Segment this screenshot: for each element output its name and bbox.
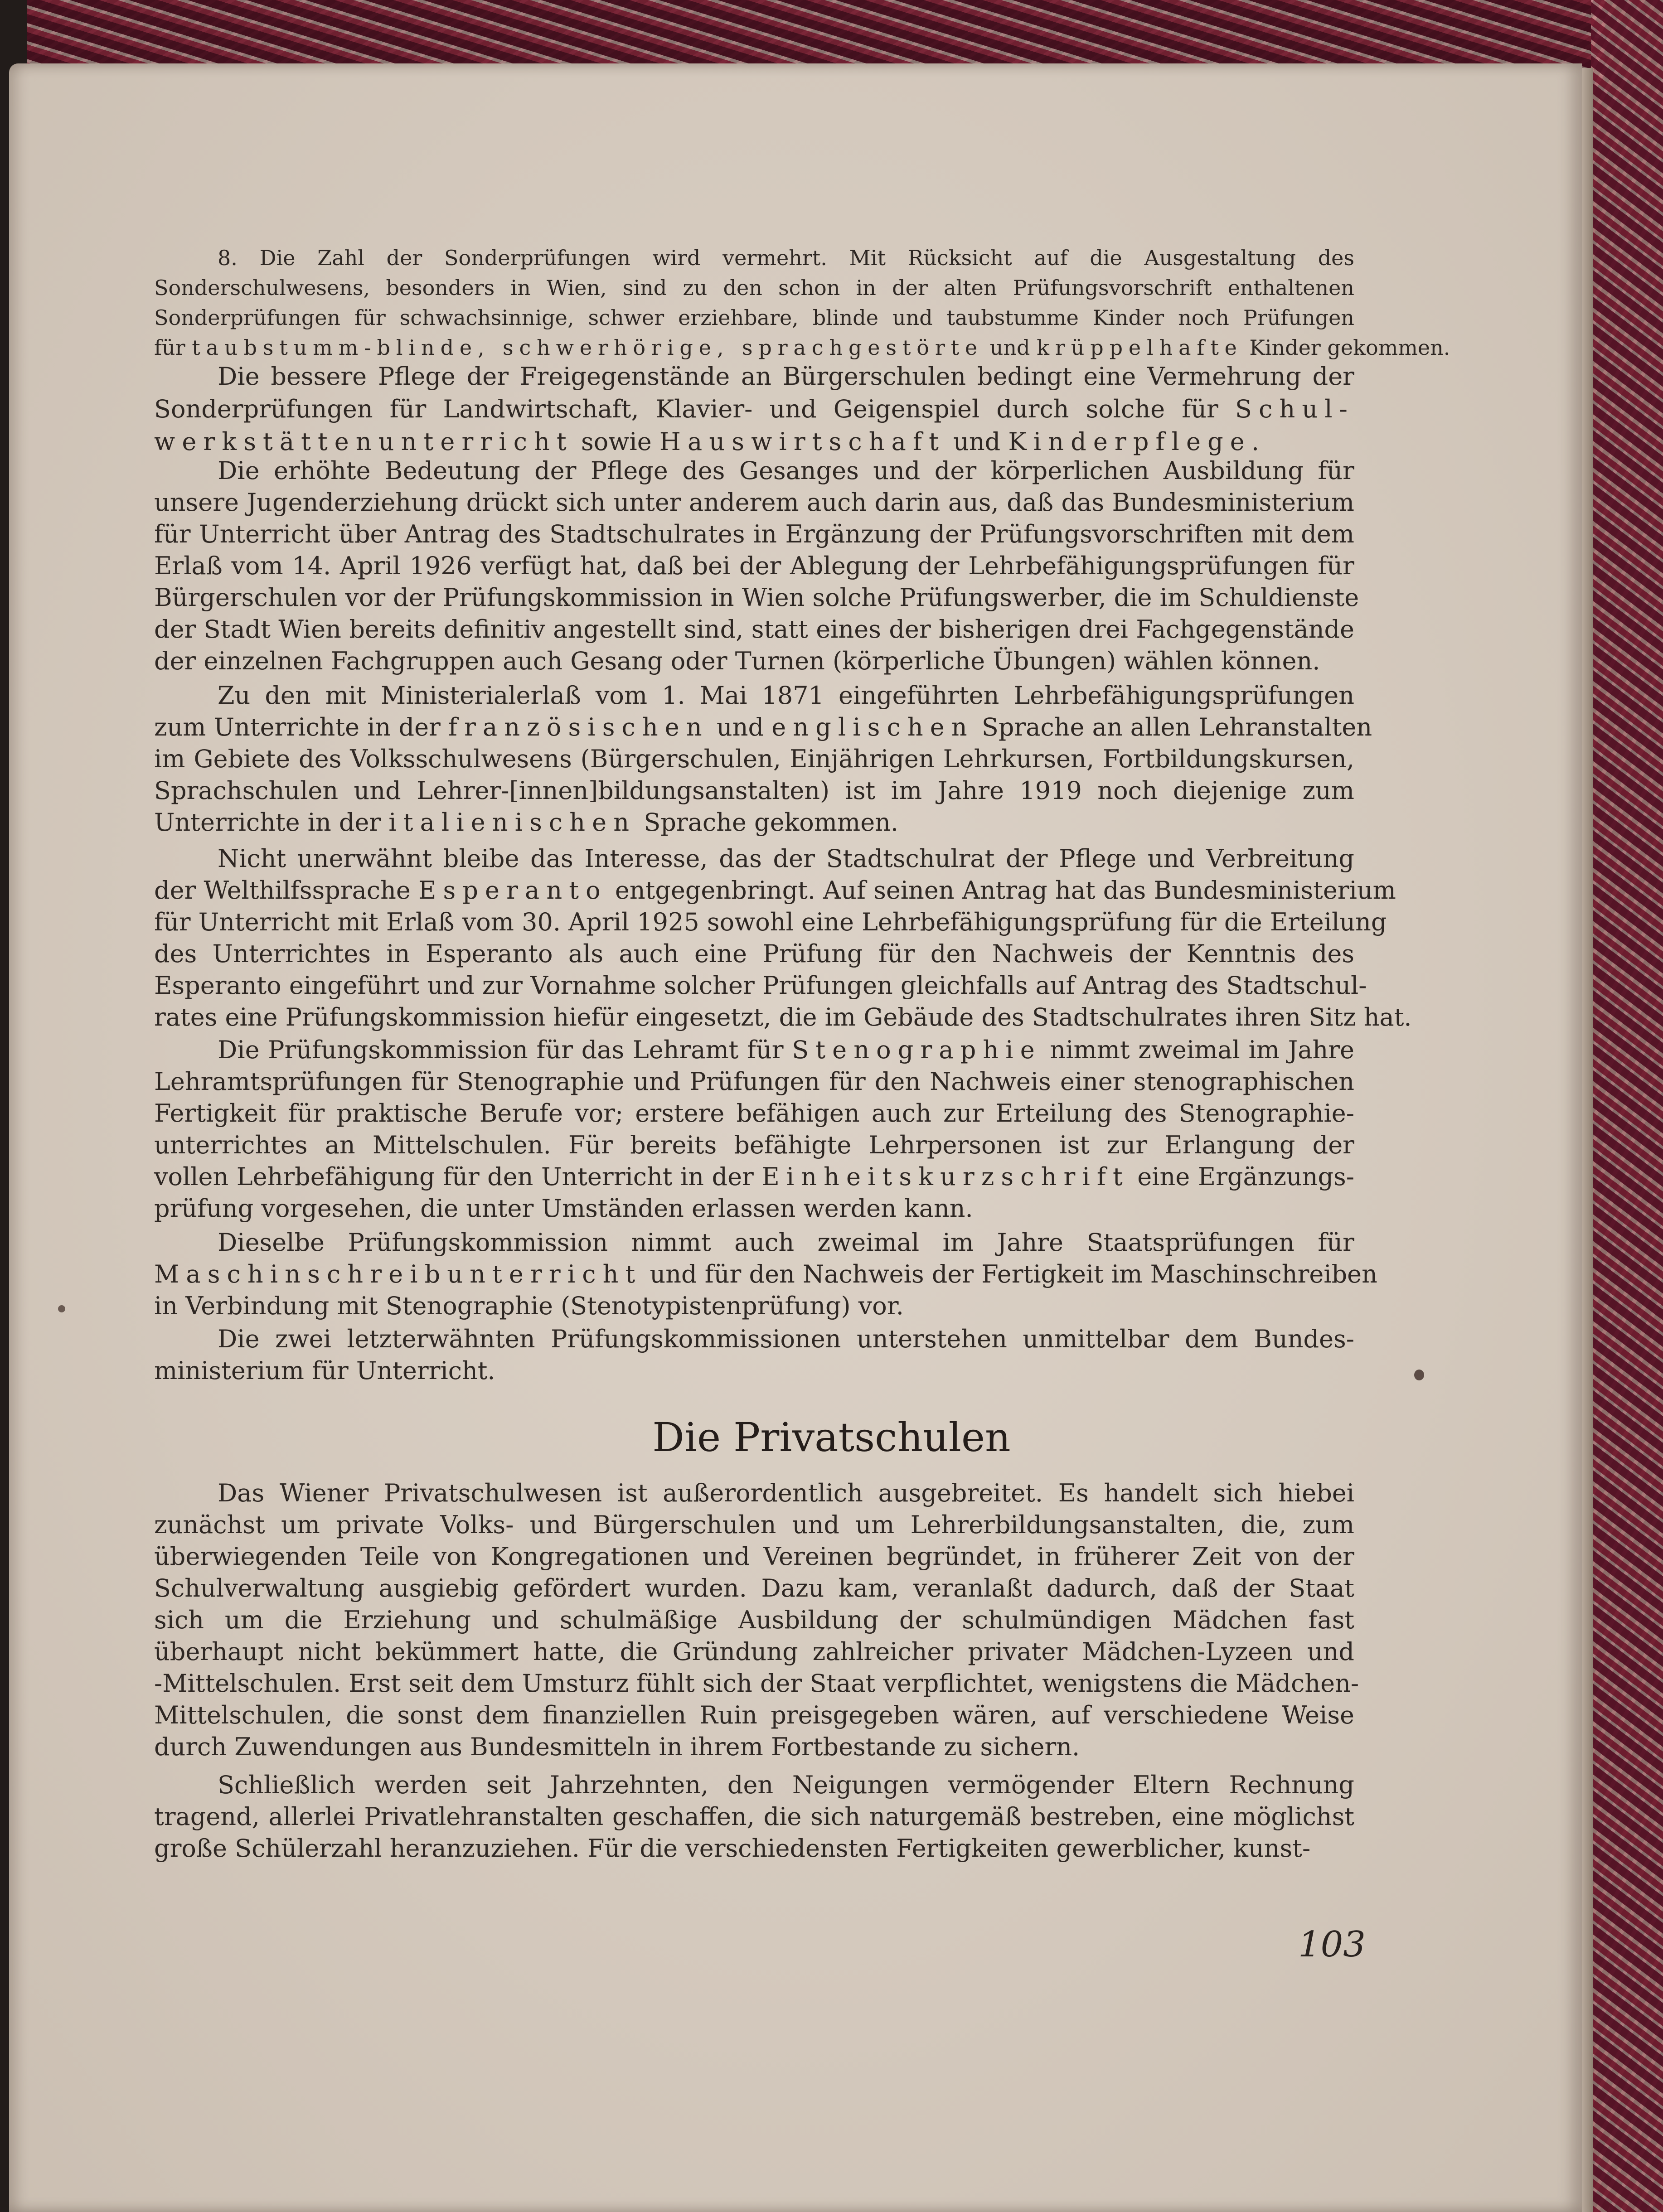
text-line xyxy=(154,1637,1354,1666)
text-run: prüfung vorgesehen, die unter Umständen erlassen werden kann. xyxy=(154,1194,973,1223)
text-line xyxy=(218,683,1354,708)
text-run: Die erhöhte Bedeutung der Pflege des Gesanges und der körperlichen Ausbildung für xyxy=(218,456,1354,485)
text-line xyxy=(218,844,1354,873)
text-run: Schließlich werden seit Jahrzehnten, den Neigungen vermögender Eltern Rechnung xyxy=(218,1771,1354,1799)
text-run: des Unterrichtes in Esperanto als auch eine Prüfung für den Nachweis der Kenntnis des xyxy=(154,939,1354,968)
text-run: große Schülerzahl heranzuziehen. Für die verschiedensten Fertigkeiten gewerblicher, kunst- xyxy=(154,1834,1311,1863)
text-line xyxy=(154,649,1354,673)
text-line xyxy=(154,277,1354,298)
text-run: Fertigkeit für praktische Berufe vor; erstere befähigen auch zur Erteilung des Stenographie- xyxy=(154,1099,1354,1128)
text-line xyxy=(154,810,1354,835)
text-run: Sonderprüfungen für Landwirtschaft, Klavier- und Geigenspiel durch solche für xyxy=(154,395,1235,423)
text-run: Die Prüfungskommission für das Lehramt für xyxy=(218,1036,792,1064)
text-run: zum Unterrichte in der xyxy=(154,713,449,741)
text-run: rates eine Prüfungskommission hiefür eingesetzt, die im Gebäude des Stadtschulrates ihren Sitz hat. xyxy=(154,1003,1412,1031)
text-line xyxy=(154,1162,1354,1191)
text-run: durch Zuwendungen aus Bundesmitteln in ihrem Fortbestande zu sichern. xyxy=(154,1733,1080,1761)
text-run: vollen Lehrbefähigung für den Unterricht in der xyxy=(154,1162,762,1191)
text-line xyxy=(218,1773,1354,1797)
text-run: ministerium für Unterricht. xyxy=(154,1356,495,1385)
text-run: zunächst um private Volks- und Bürgerschulen und um Lehrerbildungsanstalten, die, zum xyxy=(154,1510,1354,1539)
text-line xyxy=(154,1608,1354,1632)
text-run: im Gebiete des Volksschulwesens (Bürgerschulen, Einjährigen Lehrkursen, Fortbildungskursen, xyxy=(154,745,1354,773)
text-line xyxy=(218,1327,1354,1351)
text-run: Unterrichte in der xyxy=(154,808,389,837)
text-line xyxy=(154,1356,1354,1385)
text-line xyxy=(154,1067,1354,1096)
spaced-emphasis: Stenographie xyxy=(792,1036,1042,1064)
text-run: tragend, allerlei Privatlehranstalten geschaffen, die sich naturgemäß bestreben, eine möglichst xyxy=(154,1802,1354,1831)
text-line xyxy=(154,939,1354,968)
text-run: unsere Jugenderziehung drückt sich unter anderem auch darin aus, daß das Bundesministerium xyxy=(154,488,1354,517)
text-run: Sonderprüfungen für schwachsinnige, schwer erziehbare, blinde und taubstumme Kinder noch Prüfungen xyxy=(154,305,1354,330)
text-run: Das Wiener Privatschulwesen ist außerordentlich ausgebreitet. Es handelt sich hiebei xyxy=(218,1479,1354,1507)
text-line xyxy=(154,1133,1354,1157)
text-line xyxy=(154,617,1354,642)
spaced-emphasis: taubstumm-blinde, schwerhörige, sprachgestörte xyxy=(192,335,984,360)
text-run: für Unterricht mit Erlaß vom 30. April 1925 sowohl eine Lehrbefähigungsprüfung für die Erteilung xyxy=(154,908,1387,936)
text-run: unterrichtes an Mittelschulen. Für bereits befähigte Lehrpersonen ist zur Erlangung der xyxy=(154,1131,1354,1159)
text-line xyxy=(154,747,1354,771)
text-line xyxy=(218,456,1354,485)
spaced-emphasis: französischen xyxy=(448,713,709,741)
text-run: . xyxy=(1251,427,1260,456)
text-line xyxy=(218,1481,1354,1505)
text-run: Nicht unerwähnt bleibe das Interesse, das der Stadtschulrat der Pflege und Verbreitung xyxy=(218,844,1354,873)
text-run: für Unterricht über Antrag des Stadtschulrates in Ergänzung der Prüfungsvorschriften mit dem xyxy=(154,520,1354,548)
text-run: und xyxy=(708,713,772,741)
text-line xyxy=(154,876,1396,905)
text-run: Erlaß vom 14. April 1926 verfügt hat, daß bei der Ablegung der Lehrbefähigungsprüfungen für xyxy=(154,552,1354,580)
text-run: Mittelschulen, die sonst dem finanziellen Ruin preisgegeben wären, auf verschiedene Weise xyxy=(154,1701,1354,1729)
spaced-emphasis: Kinderpflege xyxy=(1008,427,1251,456)
text-run: Dieselbe Prüfungskommission nimmt auch zweimal im Jahre Staatsprüfungen für xyxy=(218,1228,1354,1257)
spaced-emphasis: werkstättenunterricht xyxy=(154,427,573,456)
text-line xyxy=(154,522,1354,547)
spaced-emphasis: krüppelhafte xyxy=(1037,335,1243,360)
spaced-emphasis: Maschinschreibunterricht xyxy=(154,1260,642,1288)
text-line xyxy=(154,1703,1354,1728)
text-run: -Mittelschulen. Erst seit dem Umsturz fühlt sich der Staat verpflichtet, wenigstens die Mädchen- xyxy=(154,1669,1359,1698)
text-line xyxy=(154,1003,1412,1031)
text-run: entgegenbringt. Auf seinen Antrag hat das Bundesministerium xyxy=(607,876,1396,905)
text-line xyxy=(154,583,1359,612)
text-line xyxy=(154,1510,1354,1539)
text-run: überhaupt nicht bekümmert hatte, die Gründung zahlreicher privater Mädchen-Lyzeen und xyxy=(154,1637,1354,1666)
text-line xyxy=(154,307,1354,328)
section-heading: Die Privatschulen xyxy=(652,1414,1011,1461)
text-run: überwiegenden Teile von Kongregationen und Vereinen begründet, in früherer Zeit von der xyxy=(154,1542,1354,1571)
text-line xyxy=(154,335,1450,360)
text-run: Lehramtsprüfungen für Stenographie und Prüfungen für den Nachweis einer stenographischen xyxy=(154,1067,1354,1096)
text-line xyxy=(154,713,1372,741)
text-run: Sprache an allen Lehranstalten xyxy=(974,713,1372,741)
text-line xyxy=(154,1196,1354,1221)
text-line xyxy=(154,1101,1354,1126)
text-line xyxy=(218,1230,1354,1255)
text-line xyxy=(154,1544,1354,1569)
text-run: in Verbindung mit Stenographie (Stenotypistenprüfung) vor. xyxy=(154,1292,904,1320)
page-number: 103 xyxy=(1298,1924,1366,1965)
text-run: Sprachschulen und Lehrer-[innen]bildungsanstalten) ist im Jahre 1919 noch diejenige zum xyxy=(154,776,1354,805)
text-line xyxy=(154,554,1354,578)
text-run: Schulverwaltung ausgiebig gefördert wurden. Dazu kam, veranlaßt dadurch, daß der Staat xyxy=(154,1574,1354,1602)
text-run: eine Ergänzungs- xyxy=(1129,1162,1354,1191)
text-line xyxy=(154,1669,1359,1698)
text-run: Die bessere Pflege der Freigegenstände an Bürgerschulen bedingt eine Vermehrung der xyxy=(218,362,1354,391)
text-run: Sonderschulwesens, besonders in Wien, sind zu den schon in der alten Prüfungsvorschrift enthaltenen xyxy=(154,276,1354,300)
spaced-emphasis: Esperanto xyxy=(418,876,607,905)
text-run: der Welthilfssprache xyxy=(154,876,418,905)
spaced-emphasis: Hauswirtschaft xyxy=(659,427,945,456)
text-line xyxy=(154,1836,1354,1861)
text-run: nimmt zweimal im Jahre xyxy=(1041,1036,1354,1064)
text-line xyxy=(154,1802,1354,1831)
text-run: für xyxy=(154,335,192,360)
text-line xyxy=(154,1294,1354,1318)
text-line xyxy=(154,971,1367,1000)
text-line xyxy=(154,908,1387,936)
text-run: sich um die Erziehung und schulmäßige Ausbildung der schulmündigen Mädchen fast xyxy=(154,1606,1354,1634)
text-line xyxy=(154,1260,1377,1288)
text-run: und für den Nachweis der Fertigkeit im Maschinschreiben xyxy=(642,1260,1377,1288)
text-line xyxy=(154,776,1354,805)
text-run: und xyxy=(983,335,1037,360)
text-run: Die zwei letzterwähnten Prüfungskommissionen unterstehen unmittelbar dem Bundes- xyxy=(218,1325,1354,1353)
text-line xyxy=(154,1576,1354,1601)
spaced-emphasis: Schul- xyxy=(1235,395,1354,423)
text-run: Zu den mit Ministerialerlaß vom 1. Mai 1871 eingeführten Lehrbefähigungsprüfungen xyxy=(218,681,1354,710)
text-line xyxy=(154,1735,1354,1759)
text-run: sowie xyxy=(573,427,659,456)
spaced-emphasis: italienischen xyxy=(388,808,636,837)
text-line xyxy=(218,364,1354,389)
text-run: Kinder gekommen. xyxy=(1242,335,1450,360)
text-line xyxy=(154,397,1354,421)
text-run: der einzelnen Fachgruppen auch Gesang oder Turnen (körperliche Übungen) wählen können. xyxy=(154,647,1320,675)
text-run: 8. Die Zahl der Sonderprüfungen wird vermehrt. Mit Rücksicht auf die Ausgestaltung des xyxy=(218,246,1354,270)
text-run: Bürgerschulen vor der Prüfungskommission in Wien solche Prüfungswerber, die im Schuldienste xyxy=(154,583,1359,612)
text-run: und xyxy=(945,427,1008,456)
text-line xyxy=(154,427,1354,456)
text-run: Esperanto eingeführt und zur Vornahme solcher Prüfungen gleichfalls auf Antrag des Stadtschul- xyxy=(154,971,1367,1000)
spaced-emphasis: englischen xyxy=(771,713,974,741)
text-run: der Stadt Wien bereits definitiv angestellt sind, statt eines der bisherigen drei Fachgegenstände xyxy=(154,615,1354,644)
text-line xyxy=(218,1038,1354,1062)
text-line xyxy=(154,490,1354,515)
spaced-emphasis: Einheitskurzschrift xyxy=(761,1162,1130,1191)
text-line xyxy=(218,247,1354,268)
text-run: Sprache gekommen. xyxy=(636,808,899,837)
